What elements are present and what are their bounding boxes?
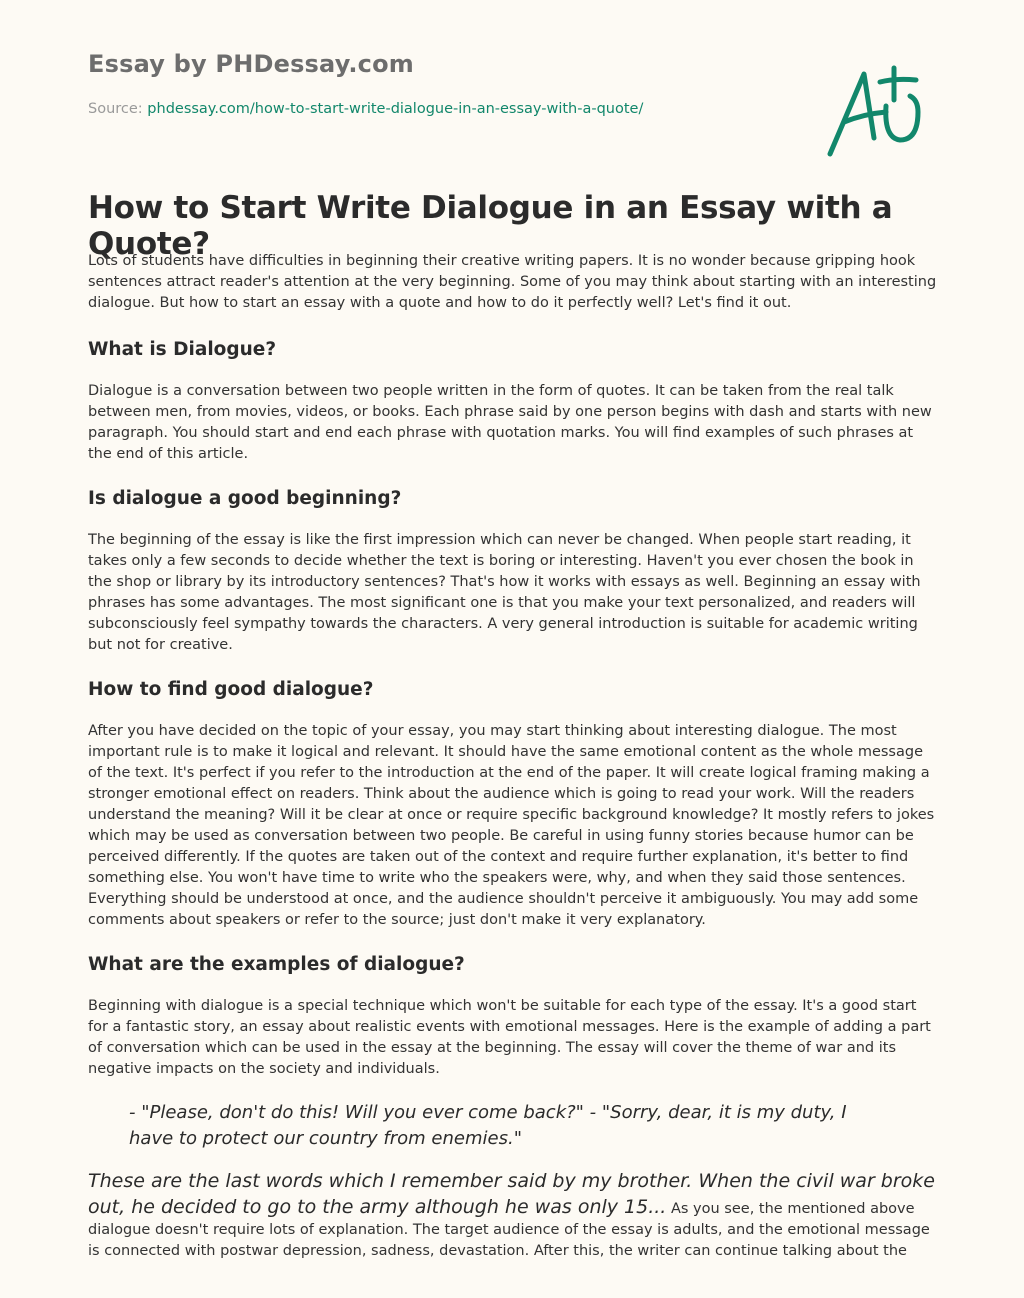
section-paragraph-what-is-dialogue: Dialogue is a conversation between two people written in the form of quotes. It can be taken from the real talk between men, from movies, videos, or books. Each phrase said by one person begins with dash and starts with new paragraph. You should start and end each phrase with quotation marks. You will find examples of such phrases at the end of this article. — [88, 383, 932, 462]
section-paragraph-good-beginning: The beginning of the essay is like the first impression which can never be changed. When people start reading, it takes only a few seconds to decide whether the text is boring or interesting. Haven't you ever chosen the book in the shop or library by its introductory sentences? That's how it works with essays as well. Beginning an essay with phrases has some advantages. The most significant one is that you make your text personalized, and readers will subconsciously feel sympathy towards the characters. A very general introduction is suitable for academic writing but not for creative. — [88, 532, 921, 653]
section-heading-examples: What are the examples of dialogue? — [88, 954, 465, 975]
closing-regular-text: As you see, the mentioned above dialogue doesn't require lots of explanation. The target audience of the essay is adults, and the emotional message is connected with postwar depression, sadness, devastation. After this, the writer can continue talking about the — [88, 1201, 930, 1259]
document-page — [88, 0, 938, 1298]
section-heading-find-good-dialogue: How to find good dialogue? — [88, 679, 374, 700]
article-body — [88, 251, 938, 1262]
closing-paragraph — [88, 1168, 938, 1262]
intro-paragraph: Lots of students have difficulties in beginning their creative writing papers. It is no wonder because gripping hook sentences attract reader's attention at the very beginning. Some of you may think about starting with an interesting dialogue. But how to start an essay with a quote and how to do it perfectly well? Let's find it out. — [88, 253, 937, 311]
section-paragraph-examples: Beginning with dialogue is a special technique which won't be suitable for each type of the essay. It's a good start for a fantastic story, an essay about realistic events with emotional messages. Here is the example of adding a part of conversation which can be used in the essay at the beginning. The essay will cover the theme of war and its negative impacts on the society and individuals. — [88, 998, 931, 1077]
source-label: Source: — [88, 101, 148, 117]
source-line — [88, 101, 643, 117]
a-plus-icon — [824, 62, 928, 162]
closing-italic-text: These are the last words which I remember said by my brother. When the civil war broke out, he decided to go to the army although he was only 15... — [88, 1170, 935, 1218]
source-link[interactable]: phdessay.com/how-to-start-write-dialogue-in-an-essay-with-a-quote/ — [147, 101, 644, 117]
section-heading-what-is-dialogue: What is Dialogue? — [88, 339, 277, 360]
section-paragraph-find-good-dialogue: After you have decided on the topic of your essay, you may start thinking about interesting dialogue. The most important rule is to make it logical and relevant. It should have the same emotional content as the whole message of the text. It's perfect if you refer to the introduction at the end of the paper. It will create logical framing making a stronger emotional effect on readers. Think about the audience which is going to read your work. Will the readers understand the meaning? Will it be clear at once or require specific background knowledge? It mostly refers to jokes which may be used as conversation between two people. Be careful in using funny stories because humor can be perceived differently. If the quotes are taken out of the context and require further explanation, it's better to find something else. You won't have time to write who the speakers were, why, and when they said those sentences. Everything should be understood at once, and the audience shouldn't perceive it ambiguously. You may add some comments about speakers or refer to the source; just don't make it very explanatory. — [88, 723, 935, 928]
site-brand: Essay by PHDessay.com — [88, 50, 414, 78]
article-title: How to Start Write Dialogue in an Essay with a Quote? — [88, 190, 893, 262]
section-heading-good-beginning: Is dialogue a good beginning? — [88, 488, 402, 509]
dialogue-quote: - "Please, don't do this! Will you ever come back?" - "Sorry, dear, it is my duty, I have to protect our country from enemies." — [129, 1102, 847, 1149]
